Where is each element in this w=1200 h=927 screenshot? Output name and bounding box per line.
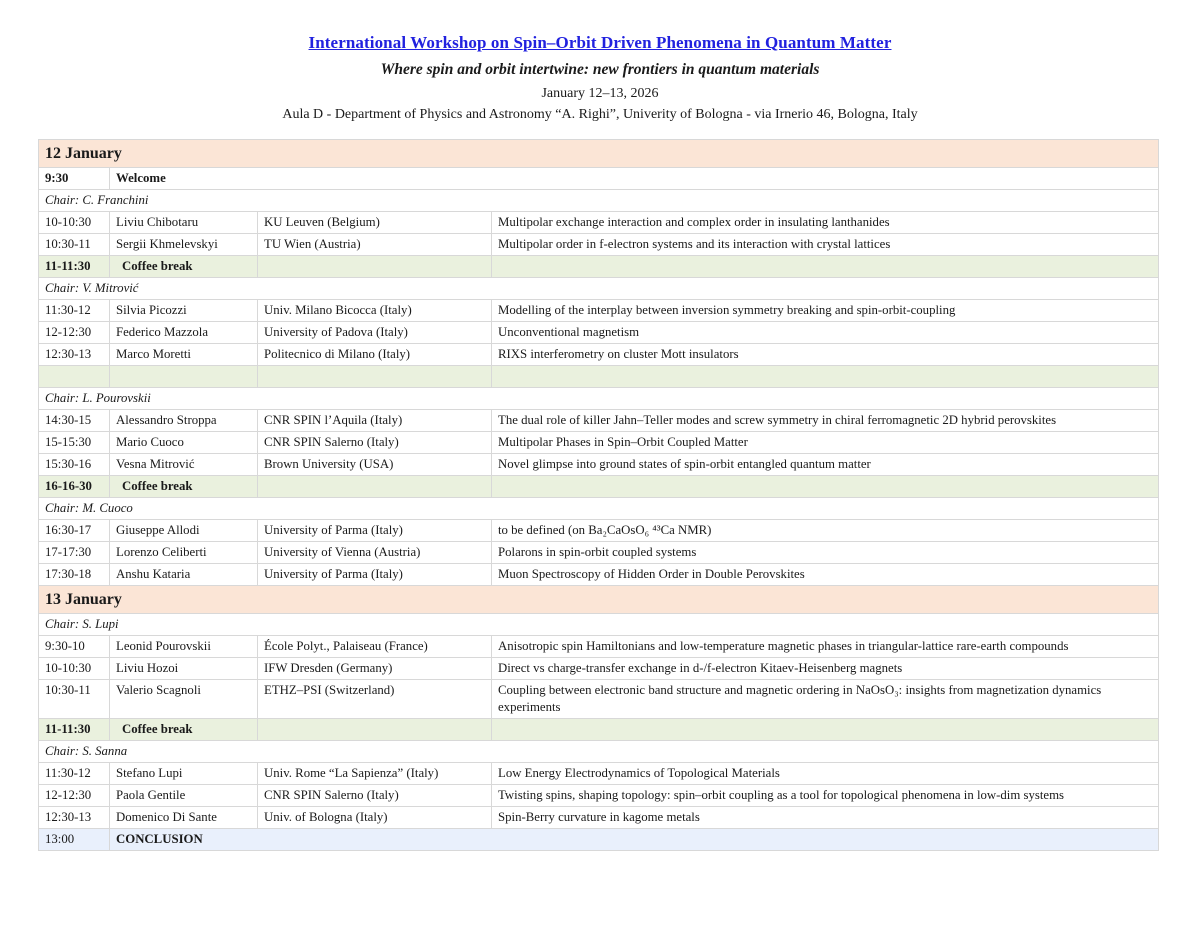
time-cell: 12-12:30 <box>39 785 110 807</box>
talk-title-cell: Low Energy Electrodynamics of Topological Materials <box>492 763 1159 785</box>
time-cell: 12:30-13 <box>39 807 110 829</box>
speaker-cell: Paola Gentile <box>110 785 258 807</box>
time-cell: 10-10:30 <box>39 658 110 680</box>
workshop-subtitle: Where spin and orbit intertwine: new frontiers in quantum materials <box>380 61 820 78</box>
talk-row <box>39 520 1159 542</box>
talk-title-cell: Modelling of the interplay between inversion symmetry breaking and spin-orbit-coupling <box>492 300 1159 322</box>
chair-row <box>39 614 1159 636</box>
speaker-cell: Domenico Di Sante <box>110 807 258 829</box>
speaker-cell: Alessandro Stroppa <box>110 410 258 432</box>
affiliation-cell: University of Vienna (Austria) <box>258 542 492 564</box>
time-cell: 10-10:30 <box>39 212 110 234</box>
talk-title-cell: Novel glimpse into ground states of spin-orbit entangled quantum matter <box>492 454 1159 476</box>
talk-row <box>39 807 1159 829</box>
affiliation-cell: CNR SPIN l’Aquila (Italy) <box>258 410 492 432</box>
talk-title-cell: Anisotropic spin Hamiltonians and low-temperature magnetic phases in triangular-lattice rare-earth compounds <box>492 636 1159 658</box>
time-cell: 14:30-15 <box>39 410 110 432</box>
affiliation-cell: University of Parma (Italy) <box>258 520 492 542</box>
empty-cell <box>258 719 492 741</box>
coffee-break-row <box>39 719 1159 741</box>
chair-row <box>39 498 1159 520</box>
speaker-cell: Mario Cuoco <box>110 432 258 454</box>
empty-cell <box>492 256 1159 278</box>
talk-title-cell: Muon Spectroscopy of Hidden Order in Double Perovskites <box>492 564 1159 586</box>
talk-row <box>39 564 1159 586</box>
affiliation-cell: University of Parma (Italy) <box>258 564 492 586</box>
chair-row <box>39 190 1159 212</box>
lunch-break-row <box>39 366 1159 388</box>
speaker-cell: Federico Mazzola <box>110 322 258 344</box>
time-cell: 12:30-13 <box>39 344 110 366</box>
talk-title-cell: Direct vs charge-transfer exchange in d-/f-electron Kitaev-Heisenberg magnets <box>492 658 1159 680</box>
speaker-cell: Valerio Scagnoli <box>110 680 258 719</box>
speaker-cell: Liviu Hozoi <box>110 658 258 680</box>
talk-row <box>39 680 1159 719</box>
time-cell: 17:30-18 <box>39 564 110 586</box>
day-header-label: 13 January <box>39 586 1159 614</box>
speaker-cell: Stefano Lupi <box>110 763 258 785</box>
talk-row <box>39 763 1159 785</box>
talk-title-cell: Multipolar Phases in Spin–Orbit Coupled Matter <box>492 432 1159 454</box>
talk-row <box>39 234 1159 256</box>
chair-label: Chair: C. Franchini <box>39 190 1159 212</box>
day-header-label: 12 January <box>39 140 1159 168</box>
empty-cell <box>258 366 492 388</box>
empty-cell <box>492 476 1159 498</box>
affiliation-cell: École Polyt., Palaiseau (France) <box>258 636 492 658</box>
talk-row <box>39 344 1159 366</box>
speaker-cell: Lorenzo Celiberti <box>110 542 258 564</box>
talk-title-cell: RIXS interferometry on cluster Mott insulators <box>492 344 1159 366</box>
talk-title-cell: Polarons in spin-orbit coupled systems <box>492 542 1159 564</box>
talk-row <box>39 454 1159 476</box>
workshop-title-link[interactable]: International Workshop on Spin–Orbit Driven Phenomena in Quantum Matter <box>308 33 892 52</box>
speaker-cell: Anshu Kataria <box>110 564 258 586</box>
speaker-cell: Silvia Picozzi <box>110 300 258 322</box>
empty-cell <box>39 366 110 388</box>
talk-title-cell: The dual role of killer Jahn–Teller modes and screw symmetry in chiral ferromagnetic 2D hybrid perovskites <box>492 410 1159 432</box>
chair-row <box>39 741 1159 763</box>
talk-row <box>39 300 1159 322</box>
time-cell: 9:30-10 <box>39 636 110 658</box>
time-cell: 11-11:30 <box>39 719 110 741</box>
time-cell: 11:30-12 <box>39 300 110 322</box>
time-cell: 13:00 <box>39 829 110 851</box>
speaker-cell: Vesna Mitrović <box>110 454 258 476</box>
chair-row <box>39 388 1159 410</box>
chair-label: Chair: S. Sanna <box>39 741 1159 763</box>
talk-row <box>39 432 1159 454</box>
workshop-dates: January 12–13, 2026 <box>541 86 659 101</box>
talk-row <box>39 658 1159 680</box>
time-cell: 15:30-16 <box>39 454 110 476</box>
talk-title-cell: Unconventional magnetism <box>492 322 1159 344</box>
session-row <box>39 168 1159 190</box>
affiliation-cell: TU Wien (Austria) <box>258 234 492 256</box>
speaker-cell: Liviu Chibotaru <box>110 212 258 234</box>
affiliation-cell: Univ. Milano Bicocca (Italy) <box>258 300 492 322</box>
day-header-row <box>39 140 1159 168</box>
session-label: Welcome <box>110 168 1159 190</box>
talk-row <box>39 212 1159 234</box>
break-label: Coffee break <box>110 719 258 741</box>
chair-label: Chair: M. Cuoco <box>39 498 1159 520</box>
time-cell: 10:30-11 <box>39 680 110 719</box>
chair-label: Chair: L. Pourovskii <box>39 388 1159 410</box>
time-cell: 16:30-17 <box>39 520 110 542</box>
affiliation-cell: Univ. Rome “La Sapienza” (Italy) <box>258 763 492 785</box>
talk-title-cell: Multipolar order in f-electron systems and its interaction with crystal lattices <box>492 234 1159 256</box>
affiliation-cell: IFW Dresden (Germany) <box>258 658 492 680</box>
schedule-table-body <box>39 140 1159 851</box>
empty-cell <box>258 476 492 498</box>
empty-cell <box>110 366 258 388</box>
empty-cell <box>258 256 492 278</box>
talk-row <box>39 542 1159 564</box>
workshop-venue: Aula D - Department of Physics and Astronomy “A. Righi”, Univerity of Bologna - via Irnerio 46, Bologna, Italy <box>282 107 918 122</box>
empty-cell <box>492 719 1159 741</box>
day-header-row <box>39 586 1159 614</box>
break-label: Coffee break <box>110 476 258 498</box>
talk-title-cell: Twisting spins, shaping topology: spin–orbit coupling as a tool for topological phenomena in low-dim systems <box>492 785 1159 807</box>
chair-row <box>39 278 1159 300</box>
affiliation-cell: Univ. of Bologna (Italy) <box>258 807 492 829</box>
talk-row <box>39 785 1159 807</box>
affiliation-cell: Politecnico di Milano (Italy) <box>258 344 492 366</box>
affiliation-cell: University of Padova (Italy) <box>258 322 492 344</box>
speaker-cell: Sergii Khmelevskyi <box>110 234 258 256</box>
time-cell: 15-15:30 <box>39 432 110 454</box>
coffee-break-row <box>39 256 1159 278</box>
talk-title-cell: Spin-Berry curvature in kagome metals <box>492 807 1159 829</box>
affiliation-cell: CNR SPIN Salerno (Italy) <box>258 785 492 807</box>
talk-row <box>39 322 1159 344</box>
talk-title-cell: Multipolar exchange interaction and complex order in insulating lanthanides <box>492 212 1159 234</box>
chair-label: Chair: S. Lupi <box>39 614 1159 636</box>
time-cell: 10:30-11 <box>39 234 110 256</box>
affiliation-cell: KU Leuven (Belgium) <box>258 212 492 234</box>
talk-row <box>39 410 1159 432</box>
affiliation-cell: Brown University (USA) <box>258 454 492 476</box>
coffee-break-row <box>39 476 1159 498</box>
talk-title-cell: to be defined (on Ba₂CaOsO₆ ⁴³Ca NMR) <box>492 520 1159 542</box>
speaker-cell: Giuseppe Allodi <box>110 520 258 542</box>
time-cell: 12-12:30 <box>39 322 110 344</box>
conclusion-label: CONCLUSION <box>110 829 1159 851</box>
speaker-cell: Marco Moretti <box>110 344 258 366</box>
speaker-cell: Leonid Pourovskii <box>110 636 258 658</box>
empty-cell <box>492 366 1159 388</box>
time-cell: 16-16-30 <box>39 476 110 498</box>
break-label: Coffee break <box>110 256 258 278</box>
schedule-table <box>38 139 1159 851</box>
time-cell: 11-11:30 <box>39 256 110 278</box>
time-cell: 9:30 <box>39 168 110 190</box>
conclusion-row <box>39 829 1159 851</box>
document-header <box>0 33 1200 123</box>
chair-label: Chair: V. Mitrović <box>39 278 1159 300</box>
talk-row <box>39 636 1159 658</box>
affiliation-cell: ETHZ–PSI (Switzerland) <box>258 680 492 719</box>
affiliation-cell: CNR SPIN Salerno (Italy) <box>258 432 492 454</box>
time-cell: 17-17:30 <box>39 542 110 564</box>
talk-title-cell: Coupling between electronic band structure and magnetic ordering in NaOsO₃: insights from magnetization dynamics experiments <box>492 680 1159 719</box>
time-cell: 11:30-12 <box>39 763 110 785</box>
